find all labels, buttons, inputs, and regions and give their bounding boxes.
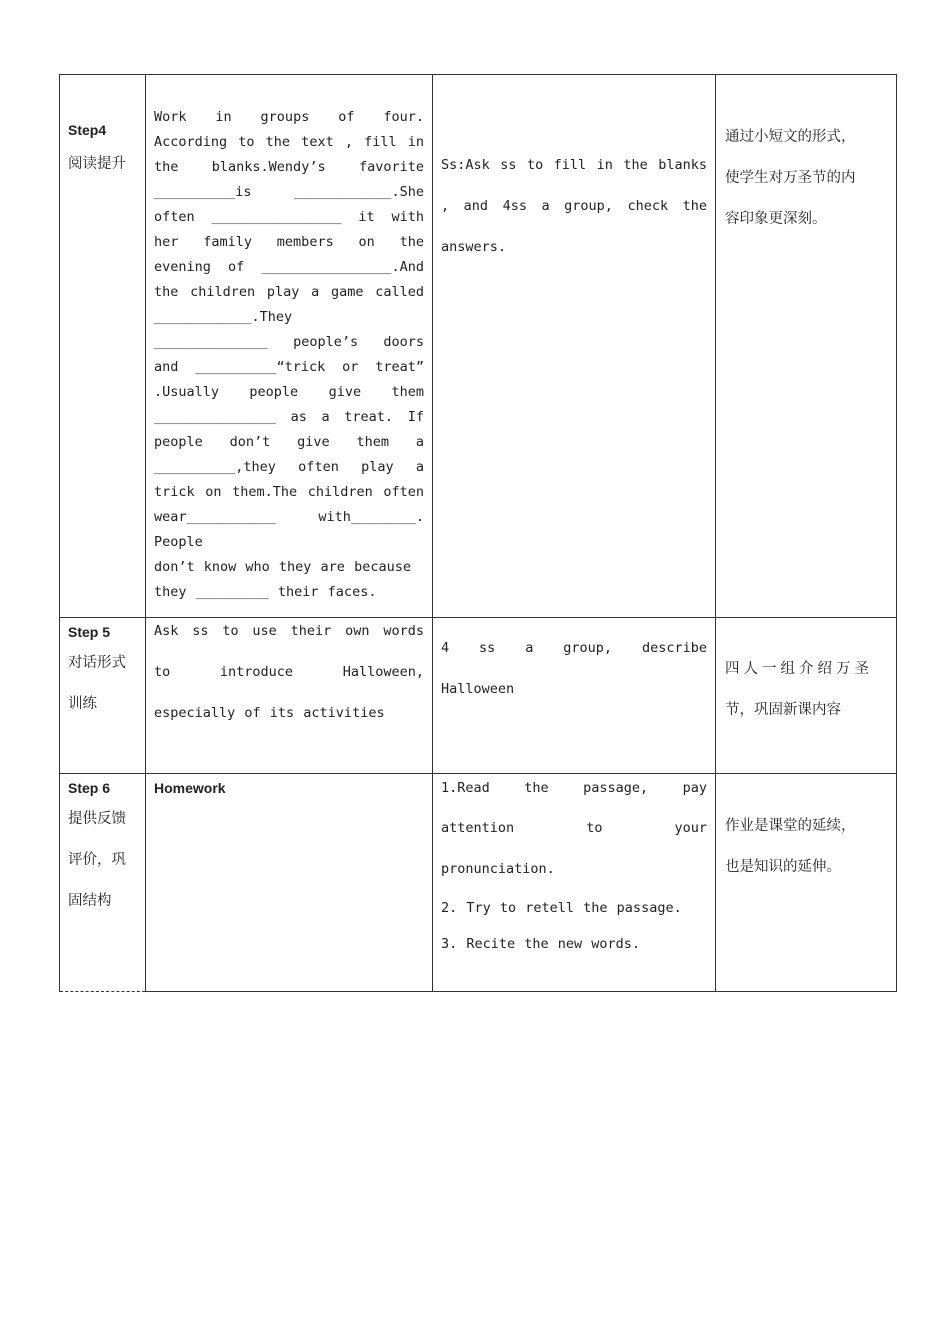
step-subtitle: 固结构 <box>68 893 112 909</box>
step-cell <box>60 75 146 618</box>
student-line: Ss:Ask ss to fill in the blanks <box>441 157 707 173</box>
table-row-step4 <box>60 75 897 618</box>
step-cell <box>60 774 146 992</box>
step-title: Step 6 <box>68 780 111 796</box>
student-line: attention to your <box>441 820 707 836</box>
student-activity-text <box>441 145 707 268</box>
table-row-step5 <box>60 618 897 774</box>
activity-line: they _________ their faces. <box>154 584 377 600</box>
step-subtitle: 提供反馈 <box>68 811 126 827</box>
student-line: 4 ss a group, describe <box>441 640 707 656</box>
step-cell <box>60 618 146 774</box>
activity-line: __________is ____________.She <box>154 184 424 200</box>
activity-text <box>154 611 424 734</box>
activity-line: to introduce Halloween, <box>154 664 424 680</box>
step-subtitle: 训练 <box>68 696 97 712</box>
step-subtitle: 阅读提升 <box>68 156 126 172</box>
student-activity-text <box>441 628 707 710</box>
activity-cell <box>146 618 433 774</box>
student-line: 1.Read the passage, pay <box>441 780 707 796</box>
activity-line: Ask ss to use their own words <box>154 623 424 639</box>
activity-line: the blanks.Wendy’s favorite <box>154 159 424 175</box>
activity-line: the children play a game called <box>154 284 424 300</box>
homework-title: Homework <box>154 780 226 796</box>
activity-line: people don’t give them a <box>154 434 424 450</box>
step-title: Step4 <box>68 122 107 138</box>
student-activity-cell <box>433 774 716 992</box>
activity-cell <box>146 774 433 992</box>
step-title: Step 5 <box>68 624 111 640</box>
student-line: Halloween <box>441 681 515 697</box>
purpose-line: 通过小短文的形式， <box>725 129 856 145</box>
student-line: answers. <box>441 239 507 255</box>
purpose-line: 容印象更深刻。 <box>725 211 827 227</box>
purpose-cell <box>716 618 897 774</box>
student-activity-cell <box>433 618 716 774</box>
activity-line: People <box>154 534 203 550</box>
purpose-line: 作业是课堂的延续， <box>725 818 856 834</box>
step-subtitle: 对话形式 <box>68 655 126 671</box>
purpose-line: 使学生对万圣节的内 <box>725 170 856 186</box>
activity-line: trick on them.The children often <box>154 484 424 500</box>
activity-line: don’t know who they are because <box>154 559 411 575</box>
activity-line: Work in groups of four. <box>154 109 424 125</box>
activity-line: __________,they often play a <box>154 459 424 475</box>
student-line: 2. Try to retell the passage. <box>441 900 682 916</box>
student-line: 3. Recite the new words. <box>441 936 641 952</box>
student-activity-text <box>441 777 707 962</box>
activity-line: .Usually people give them <box>154 384 424 400</box>
activity-line: her family members on the <box>154 234 424 250</box>
student-line: pronunciation. <box>441 861 555 877</box>
activity-line: According to the text , fill in <box>154 134 424 150</box>
activity-line: ______________ people’s doors <box>154 334 424 350</box>
activity-cell <box>146 75 433 618</box>
activity-line: evening of ________________.And <box>154 259 424 275</box>
activity-line: especially of its activities <box>154 705 385 721</box>
activity-text <box>154 105 424 605</box>
purpose-cell <box>716 774 897 992</box>
table-row-step6 <box>60 774 897 992</box>
activity-line: ____________.They <box>154 309 293 325</box>
activity-line: often ________________ it with <box>154 209 424 225</box>
student-activity-cell <box>433 75 716 618</box>
student-line: , and 4ss a group, check the <box>441 198 707 214</box>
purpose-line: 四人一组介绍万圣 <box>725 661 873 677</box>
purpose-line: 节，巩固新课内容 <box>725 702 841 718</box>
purpose-cell <box>716 75 897 618</box>
activity-line: and __________“trick or treat” <box>154 359 424 375</box>
purpose-line: 也是知识的延伸。 <box>725 859 841 875</box>
step-subtitle: 评价，巩 <box>68 852 126 868</box>
activity-line: _______________ as a treat. If <box>154 409 424 425</box>
activity-line: wear___________ with________. <box>154 509 424 525</box>
lesson-plan-table <box>59 74 897 992</box>
